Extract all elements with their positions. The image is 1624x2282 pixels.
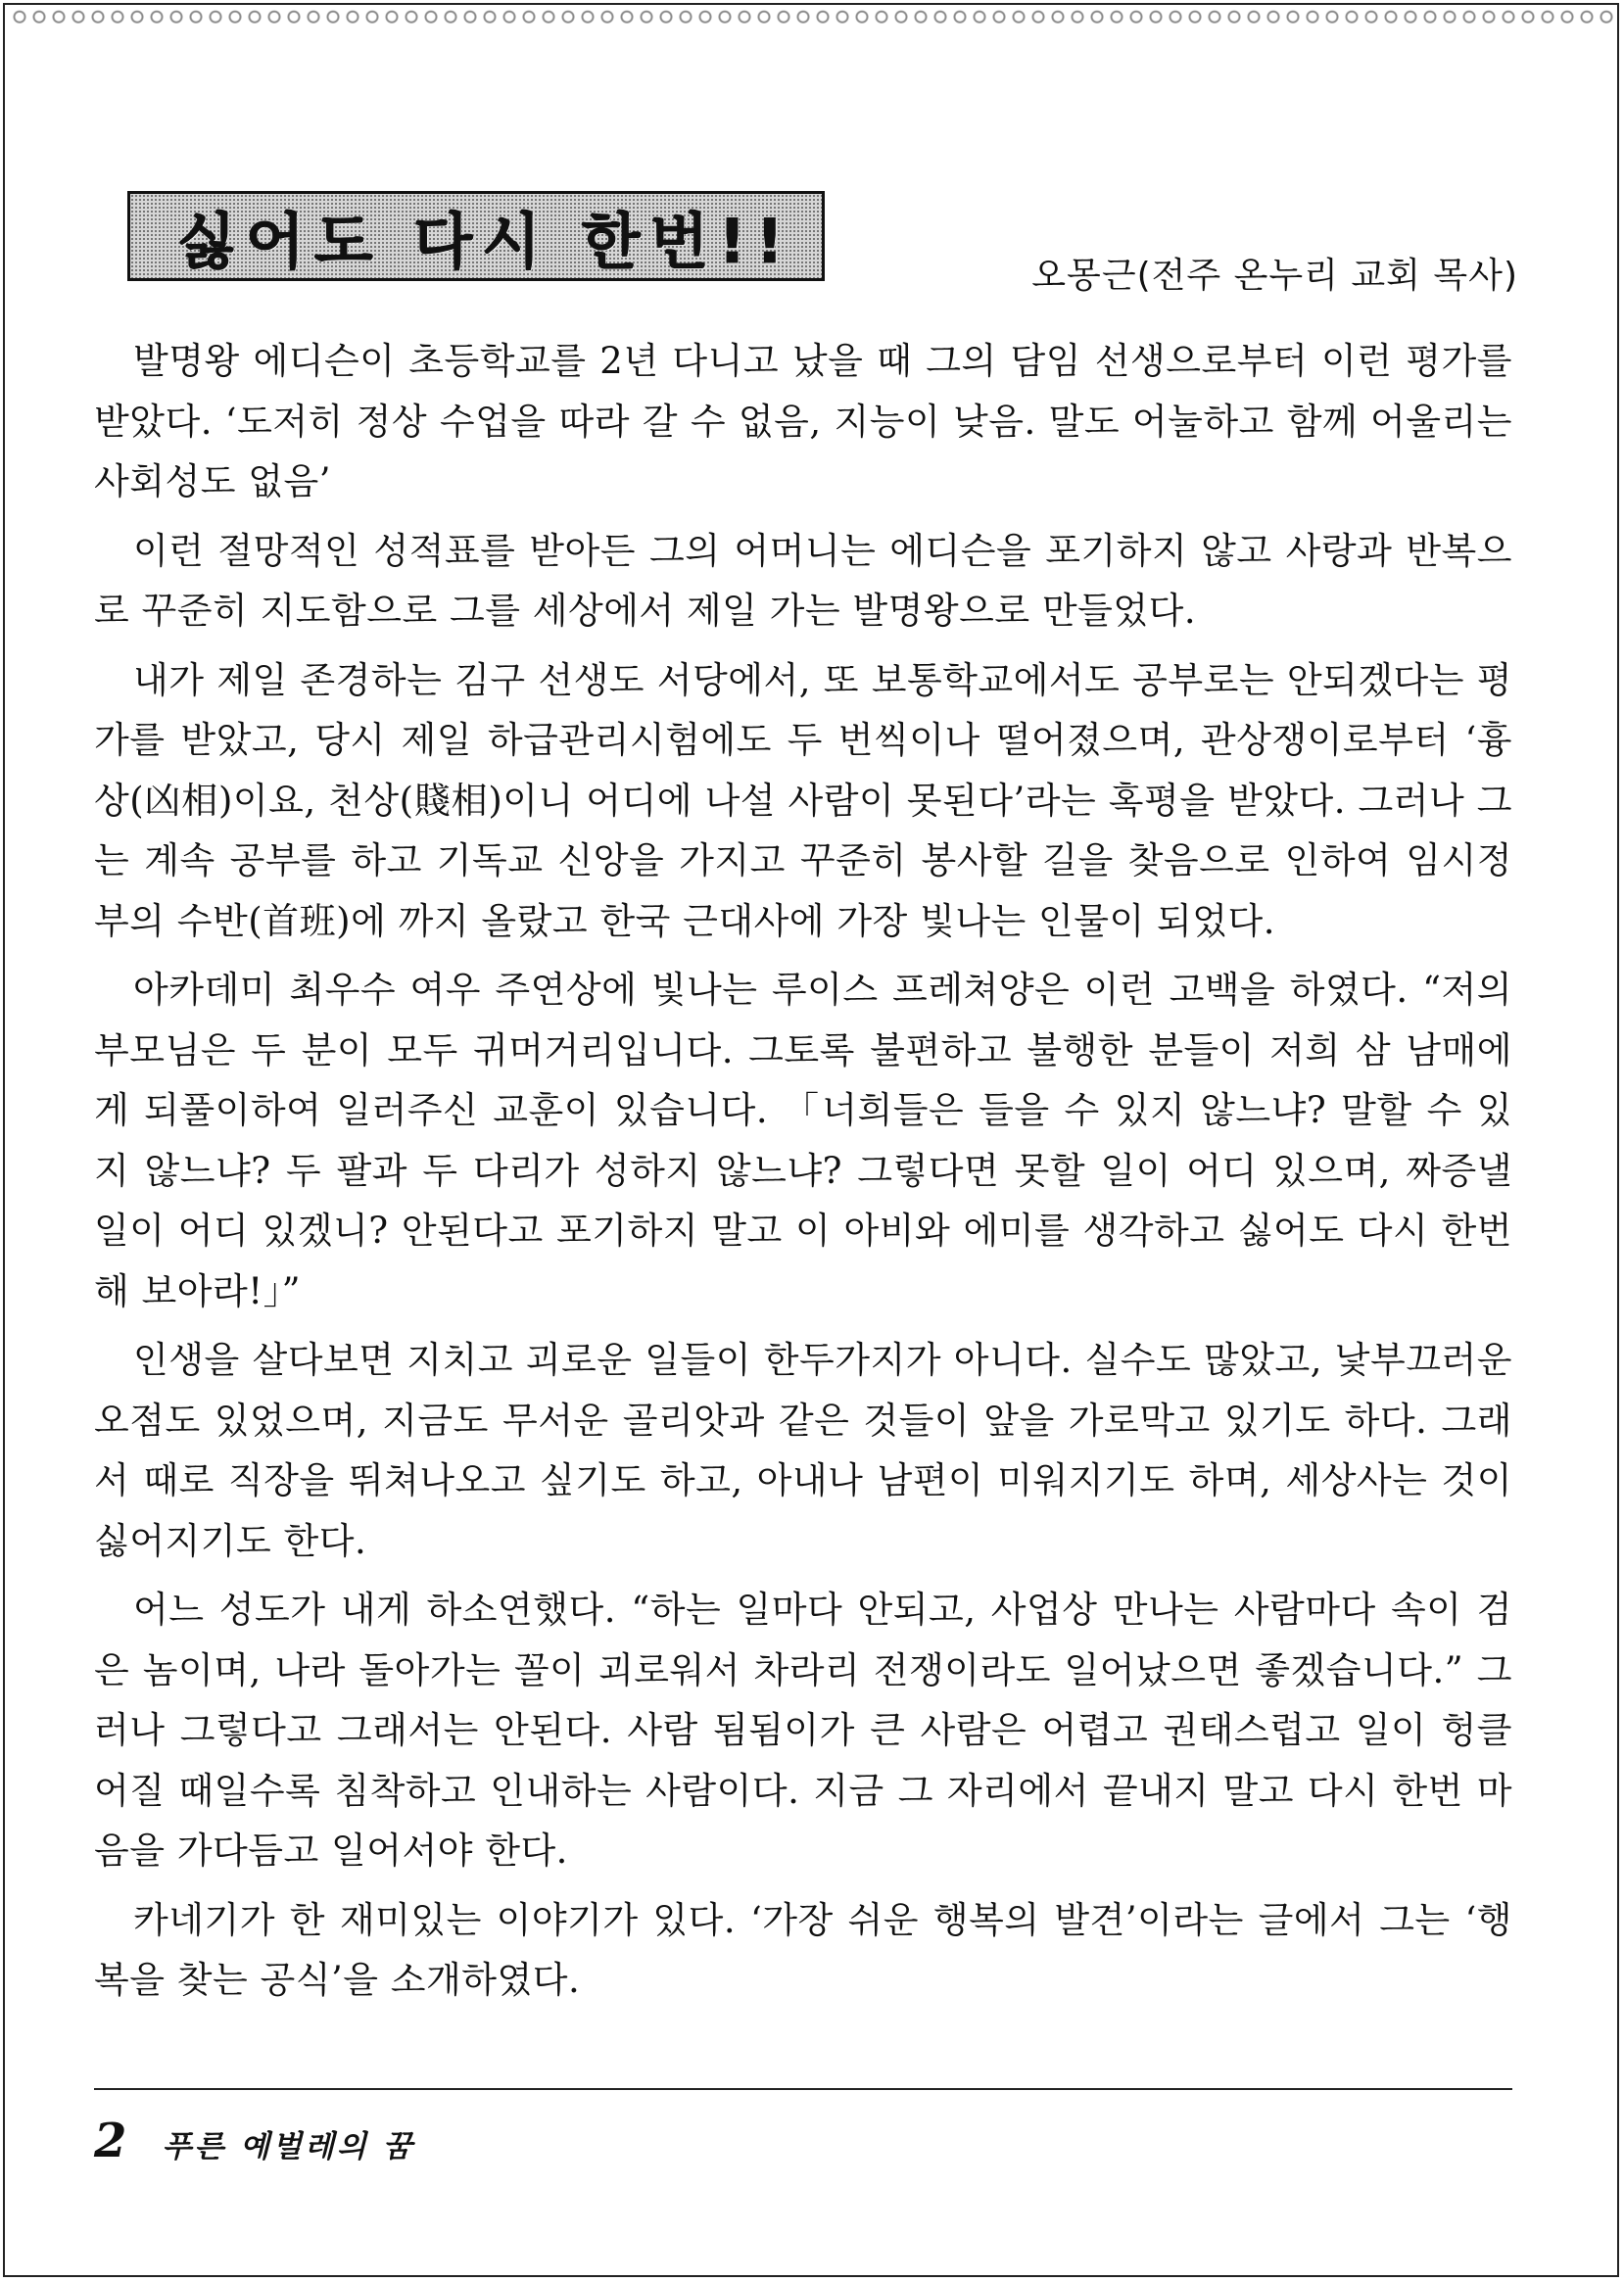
paragraph: 이런 절망적인 성적표를 받아든 그의 어머니는 에디슨을 포기하지 않고 사랑과 반복으로 꾸준히 지도함으로 그를 세상에서 제일 가는 발명왕으로 만들었다. bbox=[94, 529, 1512, 632]
spiral-binding bbox=[10, 4, 1616, 25]
paragraph: 어느 성도가 내게 하소연했다. “하는 일마다 안되고, 사업상 만나는 사람마다 속이 검은 놈이며, 나라 돌아가는 꼴이 괴로워서 차라리 전쟁이라도 일어났으면 좋겠습니다.” 그러나 그렇다고 그래서는 안된다. 사람 됨됨이가 큰 사람은 어렵고 권태스럽고 일이 헝클어질 때일수록 침착하고 인내하는 사람이다. 지금 그 자리에서 끝내지 말고 다시 한번 마음을 가다듬고 일어서야 한다. bbox=[94, 1589, 1512, 1872]
article-author: 오몽근(전주 온누리 교회 목사) bbox=[1031, 256, 1518, 296]
article-body bbox=[94, 331, 1512, 2020]
paragraph: 발명왕 에디슨이 초등학교를 2년 다니고 났을 때 그의 담임 선생으로부터 이런 평가를 받았다. ‘도저히 정상 수업을 따라 갈 수 없음, 지능이 낮음. 말도 어눌하고 함께 어울리는 사회성도 없음’ bbox=[94, 340, 1512, 502]
paragraph: 내가 제일 존경하는 김구 선생도 서당에서, 또 보통학교에서도 공부로는 안되겠다는 평가를 받았고, 당시 제일 하급관리시험에도 두 번씩이나 떨어졌으며, 관상쟁이로부터 ‘흉상(凶相)이요, 천상(賤相)이니 어디에 나설 사람이 못된다’라는 혹평을 받았다. 그러나 그는 계속 공부를 하고 기독교 신앙을 가지고 꾸준히 봉사할 길을 찾음으로 인하여 임시정부의 수반(首班)에 까지 올랐고 한국 근대사에 가장 빛나는 인물이 되었다. bbox=[94, 658, 1512, 942]
title-box bbox=[127, 191, 825, 281]
magazine-name: 푸른 예벌레의 꿈 bbox=[162, 2129, 415, 2164]
footer-divider bbox=[94, 2088, 1512, 2090]
article-title: 싫어도 다시 한번!! bbox=[177, 205, 793, 277]
paragraph: 인생을 살다보면 지치고 괴로운 일들이 한두가지가 아니다. 실수도 많았고, 낯부끄러운 오점도 있었으며, 지금도 무서운 골리앗과 같은 것들이 앞을 가로막고 있기도 하다. 그래서 때로 직장을 뛰쳐나오고 싶기도 하고, 아내나 남편이 미워지기도 하며, 세상사는 것이 싫어지기도 한다. bbox=[94, 1339, 1512, 1562]
page-number: 2 bbox=[94, 2114, 127, 2168]
page-footer bbox=[94, 2114, 415, 2168]
paragraph: 카네기가 한 재미있는 이야기가 있다. ‘가장 쉬운 행복의 발견’이라는 글에서 그는 ‘행복을 찾는 공식’을 소개하였다. bbox=[94, 1898, 1512, 2001]
paragraph: 아카데미 최우수 여우 주연상에 빛나는 루이스 프레쳐양은 이런 고백을 하였다. “저의 부모님은 두 분이 모두 귀머거리입니다. 그토록 불편하고 불행한 분들이 저희 삼 남매에게 되풀이하여 일러주신 교훈이 있습니다. 「너희들은 들을 수 있지 않느냐? 말할 수 있지 않느냐? 두 팔과 두 다리가 성하지 않느냐? 그렇다면 못할 일이 어디 있으며, 짜증낼 일이 어디 있겠니? 안된다고 포기하지 말고 이 아비와 에미를 생각하고 싫어도 다시 한번 해 보아라!」” bbox=[94, 969, 1512, 1312]
